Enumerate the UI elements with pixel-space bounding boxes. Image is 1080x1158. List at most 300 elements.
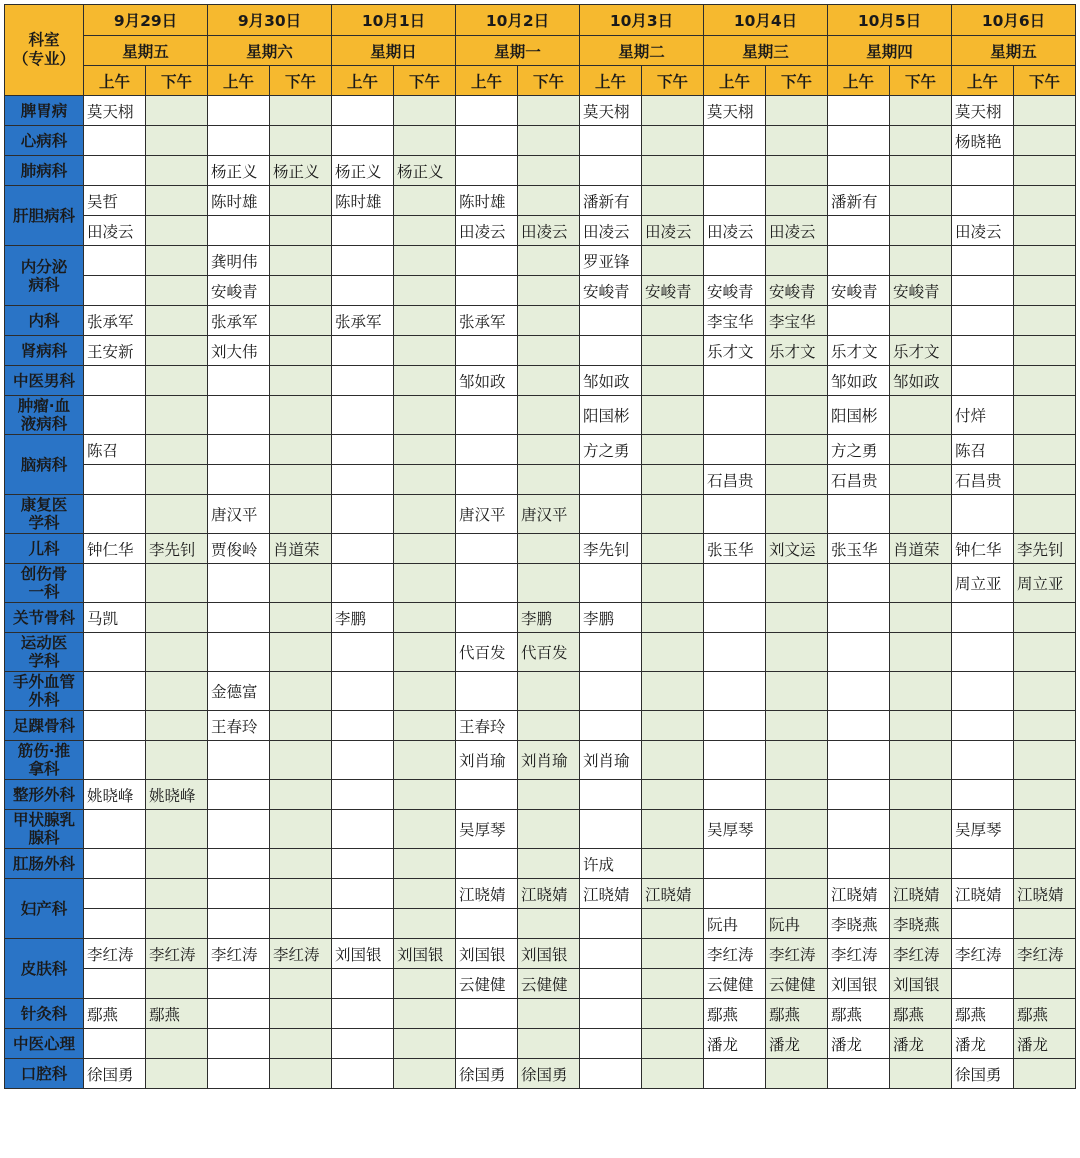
doctor-cell [766, 396, 828, 435]
doctor-cell: 江晓婧 [890, 879, 952, 909]
department-row [5, 969, 1076, 999]
department-row [5, 366, 1076, 396]
doctor-cell [394, 96, 456, 126]
doctor-cell [518, 126, 580, 156]
doctor-cell: 杨正义 [208, 156, 270, 186]
doctor-cell [828, 246, 890, 276]
am-header: 上午 [952, 66, 1014, 96]
doctor-cell: 钟仁华 [952, 534, 1014, 564]
department-row [5, 1029, 1076, 1059]
doctor-cell [394, 849, 456, 879]
doctor-cell: 刘肖瑜 [518, 741, 580, 780]
doctor-cell [1014, 969, 1076, 999]
doctor-cell [332, 465, 394, 495]
doctor-cell [270, 780, 332, 810]
doctor-cell: 刘大伟 [208, 336, 270, 366]
department-name-line: 儿科 [28, 539, 60, 558]
doctor-cell [1014, 603, 1076, 633]
department-name-line: 学科 [28, 514, 60, 532]
doctor-cell: 杨正义 [394, 156, 456, 186]
doctor-cell: 李红涛 [952, 939, 1014, 969]
doctor-cell [332, 633, 394, 672]
doctor-cell [642, 126, 704, 156]
doctor-cell [1014, 336, 1076, 366]
doctor-cell [890, 246, 952, 276]
doctor-cell: 田凌云 [456, 216, 518, 246]
pm-header: 下午 [890, 66, 952, 96]
doctor-cell [332, 495, 394, 534]
doctor-cell: 唐汉平 [456, 495, 518, 534]
doctor-cell [208, 603, 270, 633]
department-row [5, 246, 1076, 276]
doctor-cell: 江晓婧 [952, 879, 1014, 909]
department-name [5, 126, 84, 156]
doctor-cell [394, 276, 456, 306]
doctor-cell: 徐国勇 [84, 1059, 146, 1089]
doctor-cell [890, 156, 952, 186]
doctor-cell [270, 495, 332, 534]
pm-header: 下午 [766, 66, 828, 96]
doctor-cell [580, 306, 642, 336]
doctor-cell [270, 336, 332, 366]
doctor-cell [1014, 126, 1076, 156]
department-name [5, 435, 84, 495]
doctor-cell [518, 1029, 580, 1059]
doctor-cell: 付烊 [952, 396, 1014, 435]
doctor-cell [952, 741, 1014, 780]
doctor-cell [456, 1029, 518, 1059]
doctor-cell [146, 96, 208, 126]
doctor-cell [642, 711, 704, 741]
department-name-line: 关节骨科 [12, 608, 75, 627]
doctor-cell [394, 126, 456, 156]
doctor-cell: 吴厚琴 [456, 810, 518, 849]
doctor-cell [394, 672, 456, 711]
doctor-cell [332, 366, 394, 396]
doctor-cell: 田凌云 [766, 216, 828, 246]
doctor-cell [642, 465, 704, 495]
doctor-cell: 安峻青 [828, 276, 890, 306]
doctor-cell [766, 495, 828, 534]
doctor-cell: 莫天栩 [84, 96, 146, 126]
doctor-cell [270, 711, 332, 741]
weekday-header: 星期六 [208, 36, 332, 66]
doctor-cell [270, 672, 332, 711]
department-name [5, 849, 84, 879]
department-row [5, 564, 1076, 603]
doctor-cell [394, 780, 456, 810]
department-name [5, 186, 84, 246]
doctor-cell [766, 672, 828, 711]
department-name [5, 633, 84, 672]
doctor-cell [580, 810, 642, 849]
doctor-cell: 陈召 [84, 435, 146, 465]
doctor-cell [332, 780, 394, 810]
doctor-cell [704, 849, 766, 879]
doctor-cell [890, 711, 952, 741]
doctor-cell [456, 564, 518, 603]
doctor-cell: 吴厚琴 [952, 810, 1014, 849]
doctor-cell [704, 741, 766, 780]
doctor-cell [580, 780, 642, 810]
doctor-cell [766, 849, 828, 879]
department-name [5, 246, 84, 306]
department-row [5, 435, 1076, 465]
doctor-cell [890, 633, 952, 672]
doctor-cell [270, 306, 332, 336]
department-name [5, 336, 84, 366]
doctor-cell [394, 216, 456, 246]
date-header: 9月29日 [84, 5, 208, 36]
doctor-cell: 李晓燕 [890, 909, 952, 939]
doctor-cell: 李先钊 [146, 534, 208, 564]
doctor-cell [146, 495, 208, 534]
doctor-cell [890, 396, 952, 435]
doctor-cell [146, 633, 208, 672]
doctor-cell: 陈时雄 [208, 186, 270, 216]
doctor-cell [84, 126, 146, 156]
doctor-cell: 徐国勇 [456, 1059, 518, 1089]
doctor-cell: 潘龙 [828, 1029, 890, 1059]
doctor-cell [84, 741, 146, 780]
department-row [5, 810, 1076, 849]
doctor-cell [146, 396, 208, 435]
doctor-cell [270, 810, 332, 849]
doctor-cell [1014, 306, 1076, 336]
am-header: 上午 [456, 66, 518, 96]
doctor-cell [766, 711, 828, 741]
department-name-line: 心病科 [20, 131, 68, 150]
doctor-cell: 李红涛 [208, 939, 270, 969]
doctor-cell [642, 741, 704, 780]
doctor-cell [890, 306, 952, 336]
department-name-line: 整形外科 [12, 785, 75, 804]
doctor-cell [580, 633, 642, 672]
doctor-cell [518, 534, 580, 564]
doctor-cell [1014, 216, 1076, 246]
doctor-cell [208, 633, 270, 672]
am-header: 上午 [84, 66, 146, 96]
doctor-cell: 鄢燕 [766, 999, 828, 1029]
doctor-cell: 莫天栩 [952, 96, 1014, 126]
doctor-cell [580, 969, 642, 999]
doctor-cell: 肖道荣 [890, 534, 952, 564]
doctor-cell [208, 909, 270, 939]
doctor-cell [146, 564, 208, 603]
doctor-cell: 阮冉 [704, 909, 766, 939]
doctor-cell: 许成 [580, 849, 642, 879]
department-name-line: 液病科 [20, 415, 68, 433]
doctor-cell: 潘新有 [828, 186, 890, 216]
doctor-cell: 田凌云 [952, 216, 1014, 246]
doctor-cell [766, 633, 828, 672]
doctor-cell [208, 396, 270, 435]
department-row [5, 711, 1076, 741]
doctor-cell: 田凌云 [518, 216, 580, 246]
weekday-header: 星期三 [704, 36, 828, 66]
doctor-cell [518, 810, 580, 849]
doctor-cell [146, 909, 208, 939]
doctor-cell [952, 603, 1014, 633]
doctor-cell [952, 672, 1014, 711]
doctor-cell: 乐才文 [828, 336, 890, 366]
doctor-cell [456, 465, 518, 495]
doctor-cell [84, 156, 146, 186]
doctor-cell: 刘国银 [394, 939, 456, 969]
doctor-cell [270, 435, 332, 465]
doctor-cell [704, 1059, 766, 1089]
doctor-cell [952, 633, 1014, 672]
doctor-cell [1014, 495, 1076, 534]
doctor-cell [766, 564, 828, 603]
doctor-cell [332, 336, 394, 366]
department-name [5, 780, 84, 810]
department-name-line: 口腔科 [20, 1064, 68, 1083]
doctor-cell [642, 435, 704, 465]
doctor-cell [332, 849, 394, 879]
doctor-cell [642, 186, 704, 216]
department-row [5, 633, 1076, 672]
doctor-cell [580, 711, 642, 741]
doctor-cell: 罗亚锋 [580, 246, 642, 276]
doctor-cell [456, 780, 518, 810]
doctor-cell [704, 435, 766, 465]
doctor-cell [84, 879, 146, 909]
doctor-cell [890, 495, 952, 534]
doctor-cell: 潘龙 [1014, 1029, 1076, 1059]
doctor-cell [208, 849, 270, 879]
department-name-line: 病科 [28, 275, 60, 294]
doctor-cell: 张承军 [84, 306, 146, 336]
pm-header: 下午 [270, 66, 332, 96]
date-header: 10月4日 [704, 5, 828, 36]
doctor-cell [270, 1029, 332, 1059]
doctor-cell [146, 810, 208, 849]
doctor-cell [704, 156, 766, 186]
doctor-cell [332, 126, 394, 156]
department-name-line: 肾病科 [20, 341, 68, 360]
doctor-cell [270, 741, 332, 780]
doctor-cell [580, 126, 642, 156]
doctor-cell [642, 366, 704, 396]
doctor-cell [456, 126, 518, 156]
doctor-cell [642, 939, 704, 969]
doctor-cell: 王春玲 [456, 711, 518, 741]
doctor-cell [84, 969, 146, 999]
header-corner-cell [5, 5, 84, 96]
doctor-cell [642, 246, 704, 276]
doctor-cell: 刘国银 [456, 939, 518, 969]
doctor-cell: 田凌云 [704, 216, 766, 246]
doctor-cell: 王安新 [84, 336, 146, 366]
doctor-cell [208, 969, 270, 999]
doctor-cell [952, 849, 1014, 879]
doctor-cell [642, 1029, 704, 1059]
doctor-cell [890, 465, 952, 495]
department-name-line: 中医心理 [12, 1034, 75, 1053]
doctor-cell [208, 741, 270, 780]
doctor-cell: 李宝华 [704, 306, 766, 336]
doctor-cell [766, 741, 828, 780]
department-row [5, 336, 1076, 366]
doctor-cell [146, 465, 208, 495]
doctor-cell [518, 366, 580, 396]
doctor-cell: 刘肖瑜 [456, 741, 518, 780]
doctor-cell: 李先钊 [580, 534, 642, 564]
doctor-cell [828, 603, 890, 633]
doctor-cell [332, 216, 394, 246]
department-row [5, 879, 1076, 909]
doctor-cell [890, 810, 952, 849]
doctor-cell: 唐汉平 [518, 495, 580, 534]
department-name [5, 156, 84, 186]
doctor-cell: 龚明伟 [208, 246, 270, 276]
doctor-cell [208, 366, 270, 396]
doctor-cell [394, 465, 456, 495]
doctor-cell: 王春玲 [208, 711, 270, 741]
doctor-cell [952, 276, 1014, 306]
schedule-document [4, 4, 1076, 1089]
department-name-line: 中医男科 [12, 371, 75, 390]
doctor-cell: 姚晓峰 [146, 780, 208, 810]
doctor-cell [766, 156, 828, 186]
doctor-cell: 石昌贵 [704, 465, 766, 495]
doctor-cell: 邹如政 [456, 366, 518, 396]
doctor-cell [890, 96, 952, 126]
department-row [5, 603, 1076, 633]
doctor-cell: 鄢燕 [146, 999, 208, 1029]
doctor-cell [332, 1059, 394, 1089]
doctor-cell: 李红涛 [84, 939, 146, 969]
doctor-cell [208, 879, 270, 909]
doctor-cell: 阳国彬 [828, 396, 890, 435]
doctor-cell: 江晓婧 [1014, 879, 1076, 909]
department-row [5, 156, 1076, 186]
doctor-cell: 云健健 [456, 969, 518, 999]
department-name-line: 妇产科 [20, 899, 68, 918]
pm-header: 下午 [518, 66, 580, 96]
doctor-cell [580, 939, 642, 969]
doctor-cell [766, 465, 828, 495]
doctor-cell: 吴哲 [84, 186, 146, 216]
doctor-cell [704, 564, 766, 603]
doctor-cell: 鄢燕 [952, 999, 1014, 1029]
doctor-cell [518, 96, 580, 126]
doctor-cell [642, 336, 704, 366]
doctor-cell: 乐才文 [890, 336, 952, 366]
doctor-cell: 马凯 [84, 603, 146, 633]
am-header: 上午 [208, 66, 270, 96]
doctor-cell [642, 306, 704, 336]
department-name-line: 康复医 [20, 496, 68, 514]
doctor-cell: 鄢燕 [1014, 999, 1076, 1029]
doctor-cell: 刘文运 [766, 534, 828, 564]
doctor-cell [146, 336, 208, 366]
doctor-cell [704, 672, 766, 711]
doctor-cell [518, 849, 580, 879]
doctor-cell: 唐汉平 [208, 495, 270, 534]
doctor-cell [704, 495, 766, 534]
doctor-cell: 方之勇 [828, 435, 890, 465]
doctor-cell [1014, 465, 1076, 495]
doctor-cell: 杨正义 [332, 156, 394, 186]
doctor-cell: 石昌贵 [828, 465, 890, 495]
doctor-cell [270, 366, 332, 396]
doctor-cell: 李晓燕 [828, 909, 890, 939]
doctor-cell [146, 156, 208, 186]
department-name-line: 创伤骨 [20, 565, 68, 583]
doctor-cell [580, 495, 642, 534]
am-header: 上午 [580, 66, 642, 96]
doctor-cell [146, 216, 208, 246]
doctor-cell [394, 909, 456, 939]
doctor-cell [394, 306, 456, 336]
doctor-cell [332, 96, 394, 126]
department-row [5, 741, 1076, 780]
doctor-cell [456, 849, 518, 879]
doctor-cell: 姚晓峰 [84, 780, 146, 810]
doctor-cell [1014, 396, 1076, 435]
doctor-cell [704, 780, 766, 810]
doctor-cell [394, 1029, 456, 1059]
doctor-cell [270, 999, 332, 1029]
department-name-line: 一科 [28, 583, 60, 601]
doctor-cell [890, 780, 952, 810]
doctor-cell [146, 1029, 208, 1059]
doctor-cell [952, 366, 1014, 396]
doctor-cell [952, 336, 1014, 366]
doctor-cell [332, 564, 394, 603]
department-name-line: 脑病科 [20, 455, 68, 474]
doctor-cell [332, 999, 394, 1029]
doctor-cell [580, 564, 642, 603]
doctor-cell [146, 186, 208, 216]
department-name [5, 939, 84, 999]
doctor-cell [890, 672, 952, 711]
doctor-cell [828, 741, 890, 780]
doctor-cell [394, 603, 456, 633]
doctor-cell [146, 672, 208, 711]
doctor-cell [84, 633, 146, 672]
doctor-cell [394, 246, 456, 276]
department-name-line: 肺病科 [20, 161, 68, 180]
doctor-cell [332, 435, 394, 465]
doctor-cell [84, 276, 146, 306]
doctor-cell [952, 711, 1014, 741]
doctor-cell [580, 672, 642, 711]
department-name [5, 879, 84, 939]
doctor-cell [146, 435, 208, 465]
department-name [5, 672, 84, 711]
date-header: 10月3日 [580, 5, 704, 36]
doctor-cell [766, 366, 828, 396]
department-name [5, 366, 84, 396]
doctor-cell [1014, 156, 1076, 186]
doctor-cell: 李红涛 [1014, 939, 1076, 969]
doctor-cell [208, 465, 270, 495]
doctor-cell [704, 366, 766, 396]
doctor-cell: 江晓婧 [580, 879, 642, 909]
doctor-cell [828, 564, 890, 603]
doctor-cell [828, 126, 890, 156]
doctor-cell: 阳国彬 [580, 396, 642, 435]
doctor-cell [642, 999, 704, 1029]
doctor-cell: 李红涛 [146, 939, 208, 969]
doctor-cell [642, 534, 704, 564]
doctor-cell [766, 246, 828, 276]
doctor-cell [766, 879, 828, 909]
doctor-cell: 安峻青 [766, 276, 828, 306]
